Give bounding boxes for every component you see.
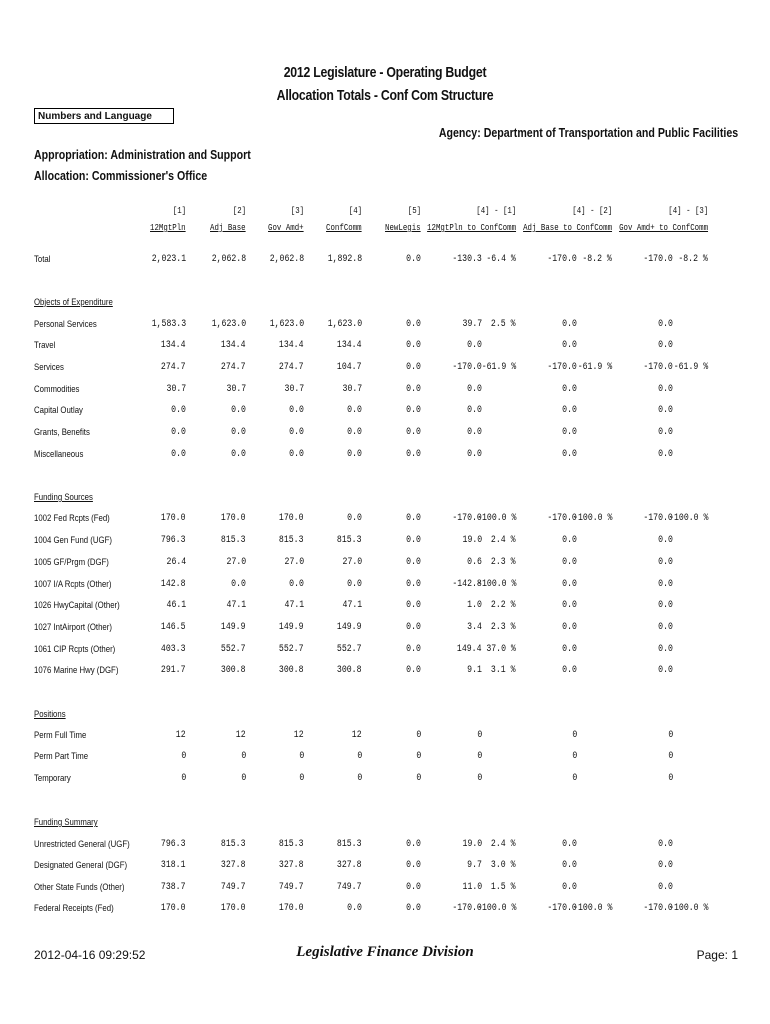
cell-value: 0.0: [658, 621, 673, 633]
row-label: Personal Services: [34, 319, 97, 330]
cell-value: 46.1: [166, 599, 186, 611]
cell-value: 0: [668, 729, 673, 741]
cell-value: 0: [477, 772, 482, 784]
cell-value: 2.4 %: [491, 838, 516, 850]
cell-value: -61.9 %: [673, 361, 708, 373]
cell-value: 0: [477, 750, 482, 762]
cell-value: 796.3: [161, 534, 186, 546]
row-label: 1061 CIP Rcpts (Other): [34, 644, 116, 655]
cell-value: 0.0: [347, 512, 362, 524]
cell-value: 0.0: [406, 881, 421, 893]
cell-value: 749.7: [279, 881, 304, 893]
cell-value: 2.4 %: [491, 534, 516, 546]
cell-value: 9.1: [467, 664, 482, 676]
cell-value: 2.5 %: [491, 318, 516, 330]
cell-value: 0: [572, 729, 577, 741]
cell-value: 274.7: [161, 361, 186, 373]
cell-value: 552.7: [337, 643, 362, 655]
cell-value: 0.0: [562, 578, 577, 590]
cell-value: 1.5 %: [491, 881, 516, 893]
cell-value: 39.7: [462, 318, 482, 330]
row-label: Capital Outlay: [34, 405, 83, 416]
cell-value: 134.4: [337, 339, 362, 351]
cell-value: 0: [241, 750, 246, 762]
cell-value: 0.0: [406, 383, 421, 395]
cell-value: 0.0: [406, 253, 421, 265]
cell-value: -8.2 %: [582, 253, 612, 265]
cell-value: 19.0: [462, 534, 482, 546]
cell-value: 2,062.8: [211, 253, 246, 265]
cell-value: 0.0: [562, 838, 577, 850]
cell-value: 0: [181, 750, 186, 762]
cell-value: 0.0: [467, 383, 482, 395]
cell-value: 0.0: [562, 599, 577, 611]
cell-value: 327.8: [337, 859, 362, 871]
cell-value: 815.3: [221, 534, 246, 546]
column-header: ConfComm: [326, 222, 362, 233]
cell-value: 0.0: [406, 621, 421, 633]
cell-value: 815.3: [221, 838, 246, 850]
cell-value: -170.0: [643, 361, 673, 373]
row-label: 1076 Marine Hwy (DGF): [34, 665, 119, 676]
cell-value: 0.0: [406, 404, 421, 416]
column-header: Adj Base to ConfComm: [523, 222, 612, 233]
cell-value: 815.3: [337, 838, 362, 850]
cell-value: 318.1: [161, 859, 186, 871]
cell-value: 19.0: [462, 838, 482, 850]
cell-value: 0.0: [562, 318, 577, 330]
cell-value: 0.0: [406, 556, 421, 568]
cell-value: 27.0: [342, 556, 362, 568]
row-label: Perm Full Time: [34, 730, 87, 741]
cell-value: 0.0: [231, 448, 246, 460]
row-label: Commodities: [34, 384, 80, 395]
column-number: [5]: [407, 205, 421, 216]
cell-value: 0.0: [658, 859, 673, 871]
cell-value: -61.9 %: [577, 361, 612, 373]
cell-value: 170.0: [279, 512, 304, 524]
cell-value: 9.7: [467, 859, 482, 871]
cell-value: 47.1: [284, 599, 304, 611]
cell-value: 0.0: [347, 426, 362, 438]
cell-value: 0: [181, 772, 186, 784]
cell-value: 12: [294, 729, 304, 741]
cell-value: -100.0 %: [476, 902, 516, 914]
cell-value: -170.0: [452, 902, 482, 914]
cell-value: 37.0 %: [486, 643, 516, 655]
cell-value: 403.3: [161, 643, 186, 655]
cell-value: -100.0 %: [572, 512, 612, 524]
cell-value: -170.0: [547, 902, 577, 914]
row-label: Miscellaneous: [34, 449, 84, 460]
cell-value: 0.0: [562, 383, 577, 395]
page-number: Page: 1: [696, 948, 738, 962]
cell-value: -100.0 %: [668, 902, 708, 914]
column-number: [4] - [3]: [667, 205, 708, 216]
cell-value: 0.0: [406, 578, 421, 590]
cell-value: 170.0: [161, 512, 186, 524]
cell-value: 738.7: [161, 881, 186, 893]
cell-value: -170.0: [643, 253, 673, 265]
cell-value: 552.7: [221, 643, 246, 655]
cell-value: 0.0: [406, 643, 421, 655]
cell-value: 0.0: [658, 599, 673, 611]
cell-value: 0.0: [658, 383, 673, 395]
row-label: Services: [34, 362, 64, 373]
cell-value: -130.3: [452, 253, 482, 265]
cell-value: 0: [299, 750, 304, 762]
column-header: NewLegis: [385, 222, 421, 233]
row-label: Travel: [34, 340, 56, 351]
cell-value: -170.0: [643, 512, 673, 524]
cell-value: -61.9 %: [481, 361, 516, 373]
cell-value: 30.7: [284, 383, 304, 395]
cell-value: 0.6: [467, 556, 482, 568]
cell-value: 0.0: [562, 556, 577, 568]
cell-value: 0.0: [347, 448, 362, 460]
cell-value: 0: [416, 772, 421, 784]
row-label: Total: [34, 254, 51, 265]
cell-value: 170.0: [221, 902, 246, 914]
cell-value: 0.0: [562, 859, 577, 871]
cell-value: -142.8: [452, 578, 482, 590]
cell-value: 0.0: [406, 339, 421, 351]
cell-value: 0.0: [658, 643, 673, 655]
cell-value: 0.0: [289, 578, 304, 590]
cell-value: 12: [176, 729, 186, 741]
cell-value: -100.0 %: [572, 902, 612, 914]
cell-value: 796.3: [161, 838, 186, 850]
report-subtitle: Allocation Totals - Conf Com Structure: [276, 87, 494, 104]
cell-value: 1,623.0: [327, 318, 362, 330]
row-label: 1004 Gen Fund (UGF): [34, 535, 112, 546]
section-header: Positions: [34, 709, 66, 720]
cell-value: 0: [299, 772, 304, 784]
cell-value: 0.0: [562, 404, 577, 416]
column-number: [3]: [290, 205, 304, 216]
cell-value: 170.0: [161, 902, 186, 914]
cell-value: 0.0: [562, 339, 577, 351]
cell-value: 2,023.1: [151, 253, 186, 265]
column-number: [2]: [232, 205, 246, 216]
cell-value: 0.0: [231, 404, 246, 416]
cell-value: 0.0: [289, 426, 304, 438]
numbers-and-language-box: Numbers and Language: [34, 108, 174, 124]
cell-value: 0.0: [406, 361, 421, 373]
cell-value: -170.0: [452, 512, 482, 524]
cell-value: 0: [668, 750, 673, 762]
column-header: Gov Amd+: [268, 222, 304, 233]
cell-value: 12: [236, 729, 246, 741]
cell-value: 815.3: [279, 838, 304, 850]
cell-value: 300.8: [221, 664, 246, 676]
cell-value: 0.0: [467, 339, 482, 351]
cell-value: 0.0: [562, 534, 577, 546]
cell-value: 0: [357, 772, 362, 784]
cell-value: 0.0: [658, 534, 673, 546]
cell-value: 0.0: [658, 426, 673, 438]
cell-value: 0.0: [231, 578, 246, 590]
row-label: Designated General (DGF): [34, 860, 128, 871]
cell-value: 0.0: [347, 404, 362, 416]
cell-value: 1,892.8: [327, 253, 362, 265]
cell-value: 3.0 %: [491, 859, 516, 871]
row-label: 1026 HwyCapital (Other): [34, 600, 120, 611]
row-label: Grants, Benefits: [34, 427, 90, 438]
cell-value: 327.8: [279, 859, 304, 871]
cell-value: 815.3: [279, 534, 304, 546]
cell-value: 0.0: [467, 448, 482, 460]
cell-value: 0: [477, 729, 482, 741]
row-label: 1027 IntAirport (Other): [34, 622, 112, 633]
cell-value: 0.0: [289, 404, 304, 416]
cell-value: 0.0: [406, 838, 421, 850]
cell-value: 2.3 %: [491, 621, 516, 633]
cell-value: -100.0 %: [668, 512, 708, 524]
cell-value: 274.7: [221, 361, 246, 373]
cell-value: -100.0 %: [476, 512, 516, 524]
cell-value: 0.0: [562, 426, 577, 438]
allocation-label: Allocation: Commissioner's Office: [34, 169, 208, 183]
cell-value: 0.0: [562, 621, 577, 633]
cell-value: 0.0: [171, 448, 186, 460]
cell-value: 0: [572, 772, 577, 784]
cell-value: 170.0: [221, 512, 246, 524]
cell-value: 0.0: [658, 578, 673, 590]
appropriation-label: Appropriation: Administration and Support: [34, 148, 251, 162]
cell-value: 26.4: [166, 556, 186, 568]
cell-value: 149.9: [279, 621, 304, 633]
cell-value: 104.7: [337, 361, 362, 373]
cell-value: 300.8: [337, 664, 362, 676]
cell-value: 134.4: [161, 339, 186, 351]
cell-value: 30.7: [342, 383, 362, 395]
column-number: [4] - [1]: [475, 205, 516, 216]
cell-value: 0: [416, 729, 421, 741]
cell-value: -170.0: [643, 902, 673, 914]
cell-value: 1,623.0: [269, 318, 304, 330]
cell-value: 300.8: [279, 664, 304, 676]
cell-value: 0: [241, 772, 246, 784]
section-header: Objects of Expenditure: [34, 297, 113, 308]
cell-value: -6.4 %: [486, 253, 516, 265]
cell-value: -100.0 %: [476, 578, 516, 590]
cell-value: 0.0: [658, 664, 673, 676]
column-header: 12MgtPln to ConfComm: [427, 222, 516, 233]
cell-value: 749.7: [221, 881, 246, 893]
division-signature: Legislative Finance Division: [296, 944, 474, 960]
cell-value: 30.7: [226, 383, 246, 395]
cell-value: 12: [352, 729, 362, 741]
row-label: Federal Receipts (Fed): [34, 903, 114, 914]
cell-value: 291.7: [161, 664, 186, 676]
cell-value: 0.0: [562, 664, 577, 676]
cell-value: 0: [572, 750, 577, 762]
cell-value: 0.0: [231, 426, 246, 438]
column-number: [4]: [348, 205, 362, 216]
column-header: 12MgtPln: [150, 222, 186, 233]
cell-value: 749.7: [337, 881, 362, 893]
cell-value: 0.0: [562, 448, 577, 460]
cell-value: 27.0: [284, 556, 304, 568]
cell-value: 149.9: [337, 621, 362, 633]
cell-value: 0.0: [289, 448, 304, 460]
row-label: 1007 I/A Rcpts (Other): [34, 579, 112, 590]
cell-value: 0.0: [171, 426, 186, 438]
cell-value: 30.7: [166, 383, 186, 395]
cell-value: 1,583.3: [151, 318, 186, 330]
cell-value: 0.0: [658, 838, 673, 850]
cell-value: 0.0: [406, 318, 421, 330]
cell-value: 0.0: [406, 664, 421, 676]
row-label: Temporary: [34, 773, 71, 784]
cell-value: 3.1 %: [491, 664, 516, 676]
cell-value: 0.0: [562, 881, 577, 893]
cell-value: 146.5: [161, 621, 186, 633]
cell-value: 149.4: [457, 643, 482, 655]
cell-value: 0.0: [347, 902, 362, 914]
cell-value: 149.9: [221, 621, 246, 633]
cell-value: 0.0: [406, 512, 421, 524]
cell-value: 47.1: [342, 599, 362, 611]
cell-value: 552.7: [279, 643, 304, 655]
cell-value: 1.0: [467, 599, 482, 611]
cell-value: 815.3: [337, 534, 362, 546]
row-label: 1002 Fed Rcpts (Fed): [34, 513, 110, 524]
row-label: 1005 GF/Prgm (DGF): [34, 557, 109, 568]
cell-value: -170.0: [547, 361, 577, 373]
row-label: Perm Part Time: [34, 751, 89, 762]
cell-value: 0.0: [406, 426, 421, 438]
column-number: [4] - [2]: [571, 205, 612, 216]
cell-value: 0.0: [347, 578, 362, 590]
cell-value: 0.0: [467, 404, 482, 416]
column-header: Adj Base: [210, 222, 246, 233]
cell-value: 0: [357, 750, 362, 762]
cell-value: 2.3 %: [491, 556, 516, 568]
cell-value: 0.0: [467, 426, 482, 438]
cell-value: 2.2 %: [491, 599, 516, 611]
row-label: Other State Funds (Other): [34, 882, 125, 893]
cell-value: 134.4: [221, 339, 246, 351]
cell-value: 0.0: [658, 556, 673, 568]
cell-value: 1,623.0: [211, 318, 246, 330]
cell-value: 0: [668, 772, 673, 784]
cell-value: 0.0: [406, 534, 421, 546]
cell-value: 0.0: [171, 404, 186, 416]
cell-value: 0.0: [562, 643, 577, 655]
section-header: Funding Summary: [34, 817, 98, 828]
cell-value: 0.0: [406, 448, 421, 460]
cell-value: 274.7: [279, 361, 304, 373]
report-title: 2012 Legislature - Operating Budget: [283, 64, 487, 81]
cell-value: 0: [416, 750, 421, 762]
section-header: Funding Sources: [34, 492, 93, 503]
cell-value: -170.0: [452, 361, 482, 373]
agency-label: Agency: Department of Transportation and Public Facilities: [438, 126, 738, 140]
cell-value: 3.4: [467, 621, 482, 633]
report-timestamp: 2012-04-16 09:29:52: [34, 948, 146, 962]
cell-value: 11.0: [462, 881, 482, 893]
cell-value: 0.0: [658, 318, 673, 330]
cell-value: 0.0: [658, 339, 673, 351]
column-header: Gov Amd+ to ConfComm: [619, 222, 708, 233]
cell-value: 2,062.8: [269, 253, 304, 265]
cell-value: -170.0: [547, 512, 577, 524]
cell-value: 0.0: [406, 859, 421, 871]
cell-value: 47.1: [226, 599, 246, 611]
cell-value: -170.0: [547, 253, 577, 265]
column-number: [1]: [172, 205, 186, 216]
cell-value: 0.0: [658, 881, 673, 893]
cell-value: 0.0: [658, 404, 673, 416]
cell-value: 27.0: [226, 556, 246, 568]
cell-value: -8.2 %: [678, 253, 708, 265]
cell-value: 327.8: [221, 859, 246, 871]
cell-value: 0.0: [406, 599, 421, 611]
cell-value: 134.4: [279, 339, 304, 351]
cell-value: 170.0: [279, 902, 304, 914]
cell-value: 0.0: [658, 448, 673, 460]
cell-value: 142.8: [161, 578, 186, 590]
row-label: Unrestricted General (UGF): [34, 839, 130, 850]
cell-value: 0.0: [406, 902, 421, 914]
